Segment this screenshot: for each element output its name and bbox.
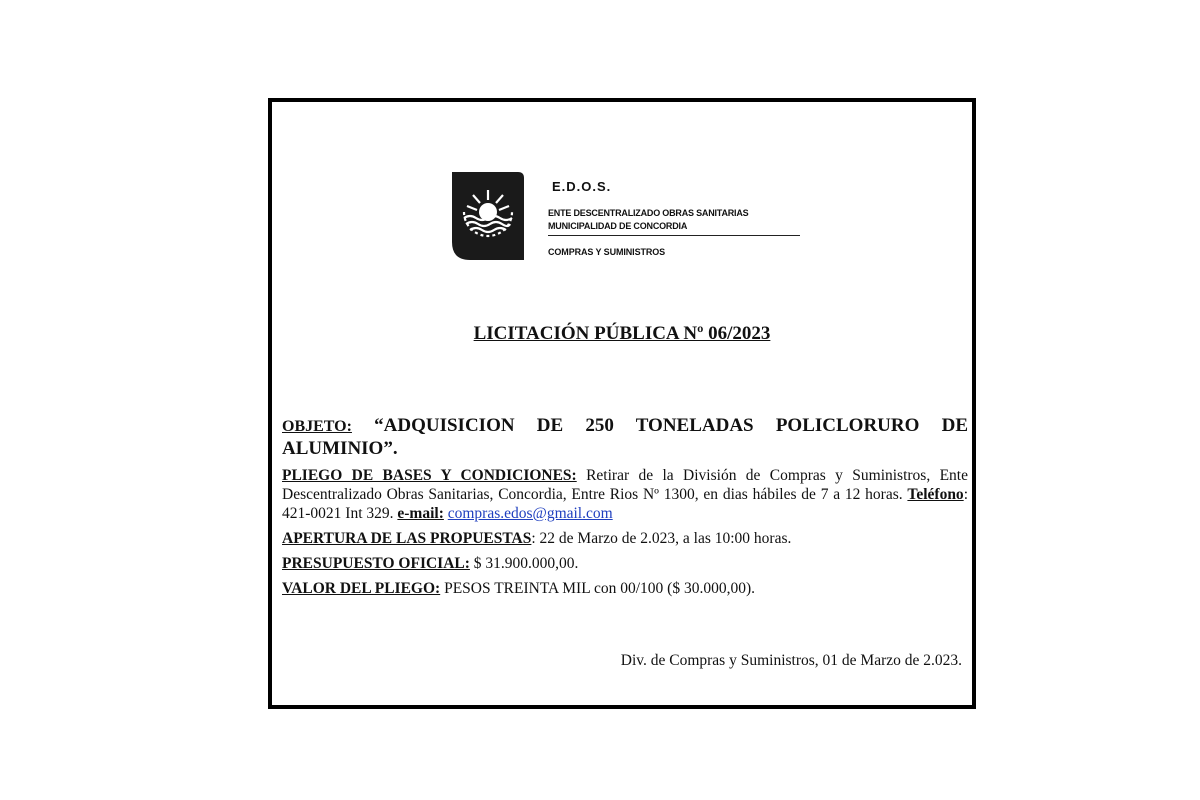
org-name: ENTE DESCENTRALIZADO OBRAS SANITARIAS	[548, 208, 749, 218]
edos-logo-icon	[452, 172, 524, 260]
valor-row	[282, 579, 968, 598]
notice-body	[282, 415, 968, 598]
apertura-row	[282, 529, 968, 548]
apertura-text: : 22 de Marzo de 2.023, a las 10:00 horas.	[531, 530, 792, 547]
presupuesto-row	[282, 554, 968, 573]
phone-label: Teléfono	[907, 486, 964, 503]
signature-line: Div. de Compras y Suministros, 01 de Marzo de 2.023.	[620, 652, 962, 669]
pliego-label: PLIEGO DE BASES Y CONDICIONES:	[282, 467, 577, 484]
phone-text: : 421-0021 Int 329.	[282, 486, 968, 522]
email-link[interactable]: compras.edos@gmail.com	[447, 505, 613, 522]
presupuesto-label: PRESUPUESTO OFICIAL:	[282, 555, 470, 572]
org-acronym: E.D.O.S.	[552, 179, 612, 194]
organization-header	[548, 179, 800, 257]
notice-frame	[268, 98, 976, 709]
objeto-paragraph	[282, 415, 968, 460]
apertura-label: APERTURA DE LAS PROPUESTAS	[282, 530, 532, 547]
org-municipality: MUNICIPALIDAD DE CONCORDIA	[548, 221, 800, 236]
notice-title: LICITACIÓN PÚBLICA Nº 06/2023	[473, 323, 771, 344]
pliego-text: Retirar de la División de Compras y Suministros, Ente Descentralizado Obras Sanitarias, Concordia, Entre Rios Nº 1300, en dias hábiles de 7 a 12 horas.	[282, 467, 968, 503]
presupuesto-text: $ 31.900.000,00.	[469, 555, 579, 572]
pliego-paragraph	[282, 466, 968, 523]
objeto-text: “ADQUISICION DE 250 TONELADAS POLICLORURO DE ALUMINIO”.	[282, 415, 968, 459]
objeto-label: OBJETO:	[282, 418, 352, 435]
valor-text: PESOS TREINTA MIL con 00/100 ($ 30.000,00).	[440, 580, 755, 597]
email-label: e-mail:	[397, 505, 444, 522]
org-department: COMPRAS Y SUMINISTROS	[548, 247, 666, 257]
valor-label: VALOR DEL PLIEGO:	[282, 580, 441, 597]
